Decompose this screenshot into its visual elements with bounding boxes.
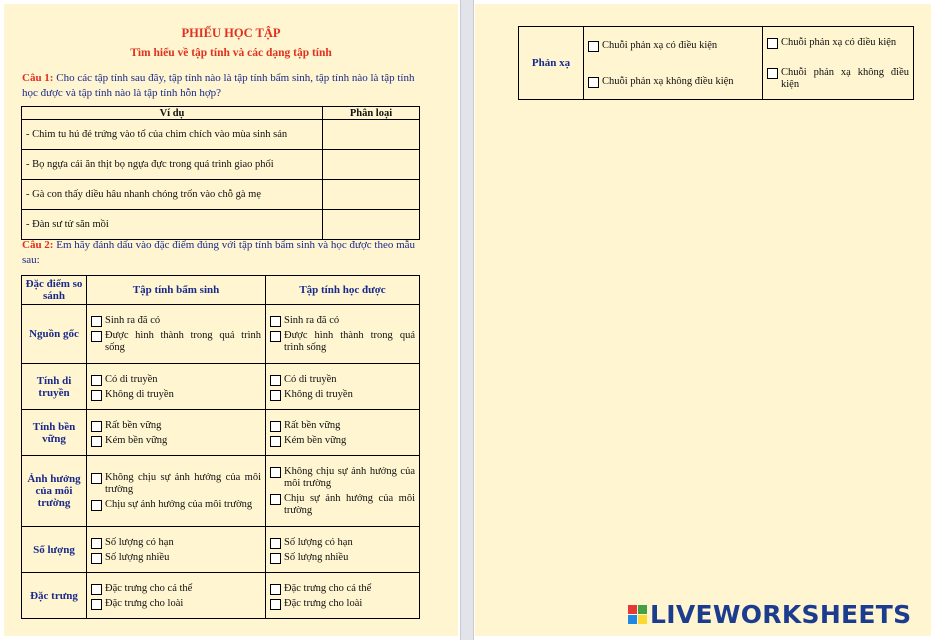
checkbox-option[interactable]: Không di truyền	[266, 387, 419, 402]
innate-header: Tập tính bẩm sinh	[87, 276, 266, 305]
checkbox[interactable]	[270, 436, 281, 447]
checkbox-option[interactable]: Có di truyền	[87, 372, 265, 387]
checkbox[interactable]	[270, 467, 281, 478]
checkbox[interactable]	[270, 331, 281, 342]
table-row	[22, 527, 420, 573]
feature-label: Tính di truyền	[22, 364, 87, 410]
checkbox-option[interactable]: Có di truyền	[266, 372, 419, 387]
checkbox[interactable]	[91, 421, 102, 432]
question-1	[22, 71, 422, 100]
checkbox-option[interactable]: Đặc trưng cho cá thể	[266, 581, 419, 596]
checkbox[interactable]	[270, 538, 281, 549]
classification-input[interactable]	[323, 180, 420, 210]
checkbox[interactable]	[270, 553, 281, 564]
worksheet-page-right	[475, 4, 931, 636]
checkbox[interactable]	[91, 538, 102, 549]
feature-label: Số lượng	[22, 527, 87, 573]
table-row	[22, 180, 420, 210]
question-2-label: Câu 2:	[22, 239, 54, 251]
checkbox[interactable]	[767, 38, 778, 49]
checkbox-option[interactable]: Số lượng có hạn	[87, 535, 265, 550]
checkbox-option[interactable]: Chuỗi phản xạ không điều kiện	[763, 65, 913, 92]
classification-header: Phân loại	[323, 107, 420, 120]
table-row	[22, 150, 420, 180]
table-row	[22, 210, 420, 240]
checkbox-option[interactable]: Được hình thành trong quá trình sống	[87, 328, 265, 355]
checkbox-option[interactable]: Rất bền vững	[266, 418, 419, 433]
checkbox[interactable]	[588, 77, 599, 88]
feature-label: Nguồn gốc	[22, 305, 87, 364]
checkbox[interactable]	[91, 375, 102, 386]
checkbox-option[interactable]: Chuỗi phản xạ có điều kiện	[763, 35, 913, 50]
feature-label: Ảnh hưởng của môi trường	[22, 456, 87, 527]
comparison-table	[21, 275, 420, 619]
reflex-table	[518, 26, 914, 100]
checkbox[interactable]	[91, 316, 102, 327]
feature-label: Phản xạ	[519, 27, 584, 100]
feature-label: Đặc trưng	[22, 573, 87, 619]
checkbox-option[interactable]: Chuỗi phản xạ không điều kiện	[584, 74, 762, 89]
checkbox-option[interactable]: Đặc trưng cho loài	[266, 596, 419, 611]
checkbox[interactable]	[91, 331, 102, 342]
feature-header: Đặc điểm so sánh	[22, 276, 87, 305]
checkbox-option[interactable]: Số lượng nhiều	[87, 550, 265, 565]
checkbox[interactable]	[91, 473, 102, 484]
checkbox[interactable]	[767, 68, 778, 79]
checkbox-option[interactable]: Đặc trưng cho cá thể	[87, 581, 265, 596]
checkbox-option[interactable]: Đặc trưng cho loài	[87, 596, 265, 611]
checkbox-option[interactable]: Được hình thành trong quá trình sống	[266, 328, 419, 355]
checkbox-option[interactable]: Chịu sự ảnh hưởng của môi trường	[266, 491, 419, 518]
checkbox-option[interactable]: Chịu sự ảnh hưởng của môi trường	[87, 497, 265, 512]
checkbox-option[interactable]: Không di truyền	[87, 387, 265, 402]
table-row	[22, 364, 420, 410]
checkbox-option[interactable]: Kém bền vững	[266, 433, 419, 448]
table-row	[22, 410, 420, 456]
checkbox-option[interactable]: Không chịu sự ảnh hưởng của môi trường	[266, 464, 419, 491]
checkbox[interactable]	[91, 599, 102, 610]
classification-input[interactable]	[323, 120, 420, 150]
liveworksheets-logo-text: LIVEWORKSHEETS	[650, 600, 912, 629]
checkbox[interactable]	[588, 41, 599, 52]
page-divider	[460, 0, 474, 640]
example-text: - Chim tu hú đẻ trứng vào tổ của chim chích vào mùa sinh sản	[22, 120, 323, 150]
question-2	[22, 238, 422, 267]
checkbox[interactable]	[91, 390, 102, 401]
checkbox-option[interactable]: Rất bền vững	[87, 418, 265, 433]
checkbox-option[interactable]: Số lượng có hạn	[266, 535, 419, 550]
table-row	[519, 27, 914, 100]
checkbox[interactable]	[91, 436, 102, 447]
feature-label: Tính bền vững	[22, 410, 87, 456]
checkbox[interactable]	[91, 553, 102, 564]
example-text: - Đàn sư tử săn mồi	[22, 210, 323, 240]
checkbox-option[interactable]: Sinh ra đã có	[87, 313, 265, 328]
classification-input[interactable]	[323, 210, 420, 240]
liveworksheets-logo[interactable]	[628, 600, 911, 629]
checkbox-option[interactable]: Không chịu sự ảnh hưởng của môi trường	[87, 470, 265, 497]
question-2-text: Em hãy đánh dấu vào đặc điểm đúng với tập tính bẩm sinh và học được theo mẫu sau:	[22, 239, 416, 266]
table-row	[22, 305, 420, 364]
worksheet-title: PHIẾU HỌC TẬP	[181, 26, 281, 40]
checkbox[interactable]	[270, 316, 281, 327]
checkbox-option[interactable]: Kém bền vững	[87, 433, 265, 448]
checkbox[interactable]	[270, 390, 281, 401]
example-table	[21, 106, 420, 240]
example-header: Ví dụ	[22, 107, 323, 120]
liveworksheets-logo-icon	[628, 605, 647, 624]
classification-input[interactable]	[323, 150, 420, 180]
worksheet-subtitle: Tìm hiểu về tập tính và các dạng tập tính	[130, 47, 332, 59]
table-row	[22, 120, 420, 150]
checkbox[interactable]	[91, 500, 102, 511]
table-row	[22, 573, 420, 619]
checkbox-option[interactable]: Chuỗi phản xạ có điều kiện	[584, 38, 762, 53]
learned-header: Tập tính học được	[266, 276, 420, 305]
checkbox[interactable]	[270, 599, 281, 610]
question-1-label: Câu 1:	[22, 72, 54, 84]
checkbox[interactable]	[91, 584, 102, 595]
table-row	[22, 456, 420, 527]
checkbox-option[interactable]: Sinh ra đã có	[266, 313, 419, 328]
example-text: - Bọ ngựa cái ăn thịt bọ ngựa đực trong quá trình giao phối	[22, 150, 323, 180]
checkbox[interactable]	[270, 494, 281, 505]
checkbox[interactable]	[270, 375, 281, 386]
checkbox[interactable]	[270, 421, 281, 432]
checkbox[interactable]	[270, 584, 281, 595]
question-1-text: Cho các tập tính sau đây, tập tính nào là tập tính bẩm sinh, tập tính nào là tập tính học được và tập tính nào là tập tính hỗn hợp?	[22, 72, 415, 99]
checkbox-option[interactable]: Số lượng nhiều	[266, 550, 419, 565]
worksheet-page-left	[4, 4, 458, 636]
example-text: - Gà con thấy diều hâu nhanh chóng trốn vào chỗ gà mẹ	[22, 180, 323, 210]
